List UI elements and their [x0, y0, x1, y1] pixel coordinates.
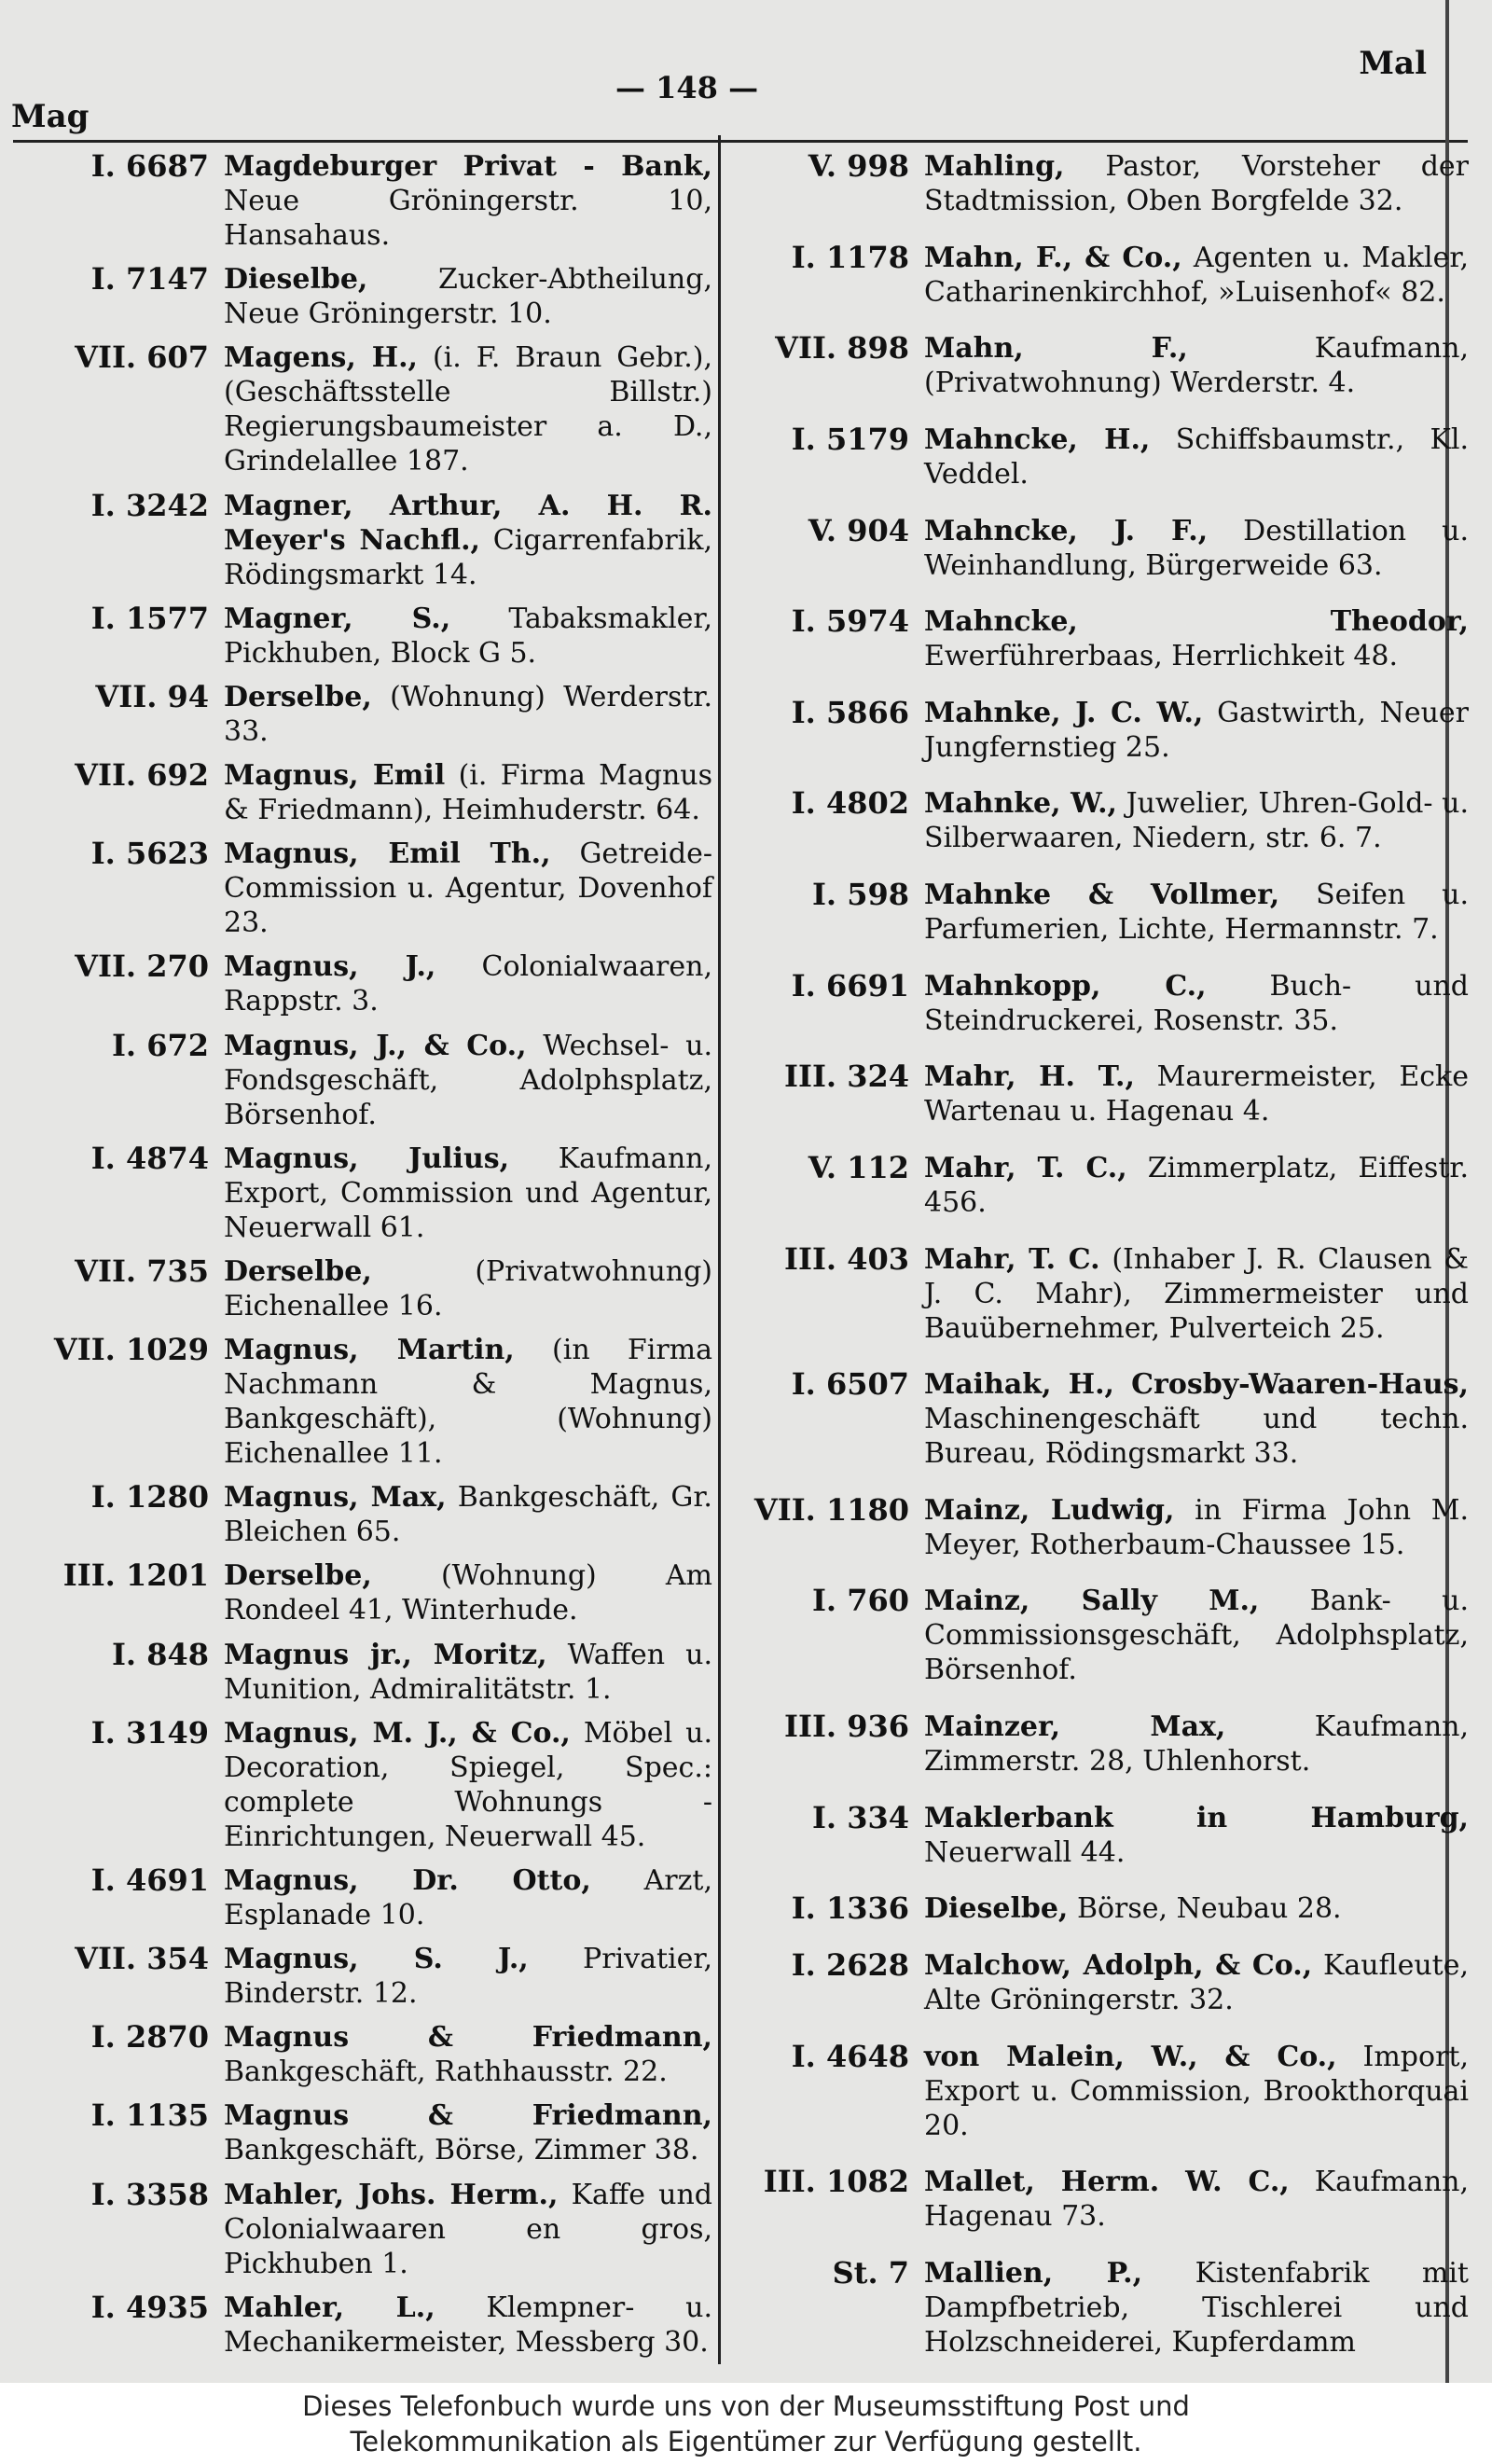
- entry-text: [909, 241, 1469, 310]
- directory-entry: [732, 241, 1469, 310]
- right-column: [732, 149, 1469, 2360]
- phone-number: I. 3358: [90, 2176, 209, 2212]
- footer-line-1: Dieses Telefonbuch wurde uns von der Museumsstiftung Post und: [302, 2390, 1190, 2422]
- entry-text: [209, 1142, 712, 1245]
- directory-entry: [732, 514, 1469, 583]
- phone-number: I. 2870: [90, 2019, 209, 2056]
- entry-name: Maihak, H., Crosby-Waaren-Haus,: [924, 1368, 1469, 1402]
- entry-text: [909, 422, 1469, 491]
- entry-detail: Neuerwall 44.: [924, 1835, 1126, 1869]
- entry-text: [909, 2165, 1469, 2234]
- entry-detail: (Wohnung) Am Rondeel 41, Winterhude.: [224, 1559, 712, 1627]
- entry-detail: Import, Export u. Commission, Brookthorquai 20.: [924, 2040, 1469, 2142]
- entry-name: Mahnke, W.,: [924, 787, 1117, 821]
- directory-entry: [13, 680, 712, 749]
- entry-detail: Pastor, Vorsteher der Stadtmission, Oben Borgfelde 32.: [924, 150, 1469, 217]
- entry-detail: (i. F. Braun Gebr.), (Geschäftsstelle Billstr.) Regierungsbaumeister a. D., Grindelallee 187.: [224, 341, 712, 478]
- entry-name: Magens, H.,: [224, 341, 418, 375]
- entry-detail: Wechsel- u. Fondsgeschäft, Adolphsplatz, Börsenhof.: [224, 1029, 712, 1131]
- directory-entry: [732, 331, 1469, 400]
- directory-entry: [13, 1638, 712, 1707]
- entry-detail: Kaffe und Colonialwaaren en gros, Pickhuben 1.: [224, 2178, 712, 2280]
- entry-name: Mainzer, Max,: [924, 1710, 1226, 1743]
- directory-entry: [13, 1142, 712, 1245]
- entry-text: [209, 1863, 712, 1932]
- entry-detail: (Wohnung) Werderstr. 33.: [224, 680, 712, 748]
- entry-text: [209, 1638, 712, 1707]
- entry-detail: Cigarrenfabrik, Rödingsmarkt 14.: [224, 523, 712, 591]
- entry-detail: (Inhaber J. R. Clausen & J. C. Mahr), Zimmermeister und Bauübernehmer, Pulverteich 25.: [924, 1242, 1469, 1345]
- directory-entry: [13, 2291, 712, 2360]
- entry-detail: Getreide-Commission u. Agentur, Dovenhof 23.: [224, 837, 712, 940]
- phone-number: I. 4874: [90, 1140, 209, 1176]
- directory-entry: [732, 1493, 1469, 1562]
- entry-name: Mahn, F.,: [924, 332, 1188, 366]
- phone-number: I. 4648: [791, 2038, 909, 2074]
- phone-number: VII. 270: [75, 948, 209, 985]
- entry-name: Magnus, Martin,: [224, 1334, 515, 1367]
- entry-name: Mahr, H. T.,: [924, 1060, 1135, 1094]
- entry-name: Magnus, J., & Co.,: [224, 1029, 527, 1062]
- directory-entry: [13, 149, 712, 253]
- entry-detail: Zucker-Abtheilung, Neue Gröningerstr. 10.: [224, 263, 712, 331]
- entry-name: Magnus, Max,: [224, 1481, 447, 1515]
- entry-text: [909, 2256, 1469, 2360]
- directory-entry: [732, 1584, 1469, 1687]
- entry-text: [209, 340, 712, 478]
- entry-name: Dieselbe,: [924, 1892, 1069, 1926]
- directory-entry: [13, 758, 712, 827]
- directory-entry: [732, 786, 1469, 855]
- entry-text: [209, 758, 712, 827]
- directory-entry: [732, 1242, 1469, 1346]
- entry-text: [209, 1942, 712, 2011]
- entry-detail: Tabaksmakler, Pickhuben, Block G 5.: [224, 602, 712, 670]
- directory-entry: [732, 1801, 1469, 1870]
- phone-number: I. 4802: [791, 785, 909, 822]
- directory-entry: [732, 422, 1469, 491]
- entry-text: [909, 331, 1469, 400]
- entry-detail: Maschinengeschäft und techn. Bureau, Rödingsmarkt 33.: [924, 1403, 1469, 1471]
- entry-name: Mahling,: [924, 150, 1065, 183]
- directory-entry: [13, 1480, 712, 1549]
- directory-entry: [732, 149, 1469, 218]
- entry-text: [209, 2291, 712, 2360]
- entry-name: Malchow, Adolph, & Co.,: [924, 1948, 1313, 1982]
- entry-detail: Neue Gröningerstr. 10, Hansahaus.: [224, 185, 712, 252]
- entry-name: Magnus jr., Moritz,: [224, 1638, 547, 1671]
- phone-number: VII. 94: [95, 678, 209, 714]
- phone-number: I. 5623: [90, 836, 209, 872]
- entry-name: Derselbe,: [224, 1254, 372, 1288]
- entry-name: Derselbe,: [224, 1559, 372, 1593]
- entry-detail: Börse, Neubau 28.: [1076, 1892, 1342, 1926]
- entry-text: [909, 2040, 1469, 2143]
- entry-name: Magner, S.,: [224, 602, 451, 635]
- entry-detail: Agenten u. Makler, Catharinenkirchhof, »Luisenhof« 82.: [924, 241, 1469, 309]
- phone-number: III. 403: [784, 1240, 909, 1277]
- phone-number: III. 324: [784, 1059, 909, 1095]
- directory-entry: [732, 604, 1469, 673]
- entry-detail: Kaufmann, Zimmerstr. 28, Uhlenhorst.: [924, 1710, 1469, 1778]
- directory-entry: [13, 1254, 712, 1323]
- entry-name: Mahler, Johs. Herm.,: [224, 2178, 559, 2211]
- phone-number: I. 598: [811, 877, 909, 912]
- entry-detail: Möbel u. Decoration, Spiegel, Spec.: complete Wohnungs - Einrichtungen, Neuerwall 45.: [224, 1716, 712, 1853]
- entry-name: Maklerbank in Hamburg,: [924, 1801, 1469, 1834]
- phone-number: I. 4935: [90, 2289, 209, 2325]
- directory-entry: [13, 2178, 712, 2281]
- phone-number: I. 6687: [90, 148, 209, 184]
- directory-entry: [732, 2165, 1469, 2234]
- entry-name: Mallet, Herm. W. C.,: [924, 2166, 1290, 2199]
- entry-name: Magnus, Dr. Otto,: [224, 1863, 591, 1897]
- entry-text: [209, 1558, 712, 1627]
- directory-entry: [732, 696, 1469, 765]
- entry-detail: Colonialwaaren, Rappstr. 3.: [224, 950, 712, 1018]
- entry-name: von Malein, W., & Co.,: [924, 2040, 1337, 2073]
- entry-text: [209, 680, 712, 749]
- phone-number: III. 1201: [62, 1557, 209, 1594]
- phone-number: I. 1577: [90, 600, 209, 636]
- entry-name: Mahnkopp, C.,: [924, 969, 1207, 1003]
- phone-number: III. 936: [784, 1709, 909, 1744]
- entry-text: [209, 949, 712, 1018]
- entry-detail: (Privatwohnung) Eichenallee 16.: [224, 1254, 712, 1322]
- footer-line-2: Telekommunikation als Eigentümer zur Verfügung gestellt.: [350, 2426, 1142, 2457]
- entry-name: Mahnke, J. C. W.,: [924, 696, 1204, 729]
- directory-entry: [732, 1059, 1469, 1128]
- entry-text: [909, 1242, 1469, 1346]
- entry-name: Mahler, L.,: [224, 2291, 435, 2324]
- entry-detail: Maurermeister, Ecke Wartenau u. Hagenau 4.: [924, 1060, 1469, 1128]
- directory-entry: [732, 1710, 1469, 1779]
- header-right-keyword: Mal: [1359, 45, 1427, 82]
- entry-detail: Kaufleute, Alte Gröningerstr. 32.: [924, 1948, 1469, 2016]
- entry-detail: Gastwirth, Neuer Jungfernstieg 25.: [924, 696, 1469, 764]
- entry-name: Mainz, Sally M.,: [924, 1585, 1260, 1618]
- entry-name: Magnus & Friedmann,: [224, 2021, 712, 2055]
- directory-entry: [732, 1891, 1469, 1926]
- phone-number: I. 1135: [90, 2097, 209, 2134]
- entry-name: Magnus, S. J.,: [224, 1943, 529, 1976]
- entry-text: [209, 489, 712, 592]
- directory-entry: [13, 837, 712, 940]
- entry-text: [209, 1254, 712, 1323]
- footer-notice: [0, 2383, 1492, 2464]
- entry-detail: Destillation u. Weinhandlung, Bürgerweide 63.: [924, 514, 1469, 582]
- entry-detail: Arzt, Esplanade 10.: [224, 1863, 712, 1931]
- phone-number: V. 904: [808, 512, 909, 548]
- entry-name: Magnus, Julius,: [224, 1142, 510, 1175]
- entry-detail: Bankgeschäft, Börse, Zimmer 38.: [224, 2134, 699, 2167]
- directory-entry: [13, 1029, 712, 1132]
- phone-number: I. 760: [811, 1583, 909, 1619]
- entry-detail: Kaufmann, Export, Commission und Agentur, Neuerwall 61.: [224, 1142, 712, 1244]
- entry-text: [209, 837, 712, 940]
- entry-text: [909, 878, 1469, 947]
- phone-number: I. 4691: [90, 1862, 209, 1898]
- phone-number: I. 6507: [791, 1366, 909, 1403]
- phone-number: VII. 607: [75, 339, 209, 376]
- entry-text: [909, 1891, 1469, 1926]
- entry-name: Mahncke, Theodor,: [924, 605, 1469, 639]
- entry-detail: Buch- und Steindruckerei, Rosenstr. 35.: [924, 969, 1469, 1037]
- entry-detail: Zimmerplatz, Eiffestr. 456.: [924, 1151, 1469, 1219]
- entry-name: Mahncke, H.,: [924, 422, 1151, 456]
- entry-text: [909, 1948, 1469, 2017]
- phone-number: I. 3149: [90, 1714, 209, 1751]
- entry-detail: Bankgeschäft, Rathhausstr. 22.: [224, 2056, 668, 2089]
- entry-text: [909, 1584, 1469, 1687]
- directory-entry: [13, 1942, 712, 2011]
- directory-entry: [13, 1333, 712, 1471]
- phone-number: I. 672: [111, 1027, 209, 1063]
- entry-text: [209, 2178, 712, 2281]
- directory-entry: [732, 2040, 1469, 2143]
- phone-number: I. 334: [811, 1799, 909, 1835]
- entry-detail: Privatier, Binderstr. 12.: [224, 1943, 712, 2011]
- entry-text: [909, 1493, 1469, 1562]
- phone-number: I. 2628: [791, 1946, 909, 1983]
- phone-number: I. 7147: [90, 261, 209, 298]
- entry-name: Magnus, Emil: [224, 759, 446, 793]
- entry-text: [909, 1059, 1469, 1128]
- entry-name: Mallien, P.,: [924, 2256, 1143, 2290]
- entry-name: Magner, Arthur, A. H. R. Meyer's Nachfl.,: [224, 489, 712, 557]
- directory-entry: [13, 1716, 712, 1854]
- directory-entry: [13, 1863, 712, 1932]
- phone-number: I. 3242: [90, 487, 209, 523]
- entry-name: Mahr, T. C.,: [924, 1151, 1127, 1184]
- entry-name: Dieselbe,: [224, 263, 368, 297]
- phone-number: I. 5866: [791, 694, 909, 730]
- entry-detail: Kistenfabrik mit Dampfbetrieb, Tischlerei und Holzschneiderei, Kupferdamm: [924, 2256, 1469, 2359]
- entry-detail: Klempner- u. Mechanikermeister, Messberg 30.: [224, 2291, 712, 2359]
- left-column: [13, 149, 712, 2360]
- entry-text: [909, 149, 1469, 218]
- entry-text: [909, 786, 1469, 855]
- directory-entry: [732, 1151, 1469, 1220]
- entry-text: [909, 1801, 1469, 1870]
- phone-number: I. 5974: [791, 603, 909, 640]
- entry-detail: (in Firma Nachmann & Magnus, Bankgeschäft), (Wohnung) Eichenallee 11.: [224, 1334, 712, 1471]
- directory-entry: [732, 1367, 1469, 1471]
- phone-number: I. 6691: [791, 967, 909, 1004]
- phone-number: VII. 735: [75, 1253, 209, 1289]
- entry-text: [909, 514, 1469, 583]
- header-left-keyword: Mag: [11, 98, 90, 135]
- directory-entry: [13, 262, 712, 331]
- entry-text: [209, 1333, 712, 1471]
- entry-name: Magnus, Emil Th.,: [224, 837, 551, 871]
- directory-entry: [732, 878, 1469, 947]
- entry-name: Magdeburger Privat - Bank,: [224, 150, 712, 183]
- directory-entry: [13, 2020, 712, 2089]
- phone-number: III. 1082: [763, 2164, 909, 2200]
- entry-text: [909, 604, 1469, 673]
- entry-name: Derselbe,: [224, 680, 372, 713]
- phone-number: I. 1178: [791, 239, 909, 275]
- phone-number: St. 7: [832, 2254, 909, 2291]
- directory-entry: [732, 1948, 1469, 2017]
- directory-entry: [13, 2098, 712, 2167]
- entry-name: Mahn, F., & Co.,: [924, 241, 1182, 274]
- phone-number: VII. 898: [775, 330, 909, 367]
- entry-detail: Ewerführerbaas, Herrlichkeit 48.: [924, 640, 1399, 673]
- phone-number: VII. 1180: [753, 1491, 909, 1528]
- entry-detail: Bankgeschäft, Gr. Bleichen 65.: [224, 1481, 712, 1549]
- entry-detail: Juwelier, Uhren-Gold- u. Silberwaaren, Niedern, str. 6. 7.: [924, 787, 1469, 855]
- entry-text: [209, 262, 712, 331]
- entry-name: Magnus, M. J., & Co.,: [224, 1716, 571, 1750]
- entry-detail: Kaufmann, (Privatwohnung) Werderstr. 4.: [924, 332, 1469, 400]
- entry-name: Mainz, Ludwig,: [924, 1493, 1175, 1527]
- phone-number: V. 112: [808, 1149, 909, 1185]
- entry-text: [209, 602, 712, 671]
- phone-number: I. 1280: [90, 1479, 209, 1516]
- entry-detail: (i. Firma Magnus & Friedmann), Heimhuderstr. 64.: [224, 759, 713, 827]
- entry-text: [209, 1029, 712, 1132]
- entry-text: [209, 1716, 712, 1854]
- phone-number: I. 848: [111, 1636, 209, 1672]
- entry-name: Magnus, J.,: [224, 950, 436, 984]
- entry-text: [209, 2098, 712, 2167]
- entry-text: [909, 696, 1469, 765]
- entry-text: [909, 1367, 1469, 1471]
- phone-number: VII. 692: [75, 757, 209, 794]
- directory-entry: [13, 602, 712, 671]
- entry-text: [909, 969, 1469, 1038]
- column-divider: [718, 135, 721, 2364]
- directory-entry: [13, 949, 712, 1018]
- directory-entry: [13, 489, 712, 592]
- phone-number: I. 1336: [791, 1890, 909, 1927]
- phone-number: VII. 354: [75, 1941, 209, 1977]
- entry-detail: Seifen u. Parfumerien, Lichte, Hermannstr. 7.: [924, 879, 1469, 946]
- entry-name: Mahncke, J. F.,: [924, 514, 1209, 547]
- entry-text: [909, 1710, 1469, 1779]
- entry-text: [209, 2020, 712, 2089]
- entry-text: [209, 1480, 712, 1549]
- header-rule: [13, 140, 1468, 143]
- entry-text: [909, 1151, 1469, 1220]
- entry-detail: Schiffsbaumstr., Kl. Veddel.: [924, 422, 1469, 491]
- entry-detail: Waffen u. Munition, Admiralitätstr. 1.: [224, 1638, 712, 1706]
- directory-entry: [13, 1558, 712, 1627]
- entry-name: Magnus & Friedmann,: [224, 2099, 712, 2133]
- page-number: — 148 —: [615, 70, 759, 105]
- phone-number: V. 998: [808, 148, 909, 184]
- entry-detail: Kaufmann, Hagenau 73.: [924, 2166, 1469, 2234]
- entry-text: [209, 149, 712, 253]
- entry-detail: Bank- u. Commissionsgeschäft, Adolphsplatz, Börsenhof.: [924, 1585, 1469, 1687]
- entry-name: Mahnke & Vollmer,: [924, 879, 1280, 911]
- entry-name: Mahr, T. C.: [924, 1242, 1100, 1276]
- directory-entry: [13, 340, 712, 478]
- directory-entry: [732, 969, 1469, 1038]
- phone-number: I. 5179: [791, 421, 909, 457]
- phone-number: VII. 1029: [53, 1332, 209, 1368]
- directory-entry: [732, 2256, 1469, 2360]
- entry-detail: in Firma John M. Meyer, Rotherbaum-Chaussee 15.: [924, 1493, 1469, 1561]
